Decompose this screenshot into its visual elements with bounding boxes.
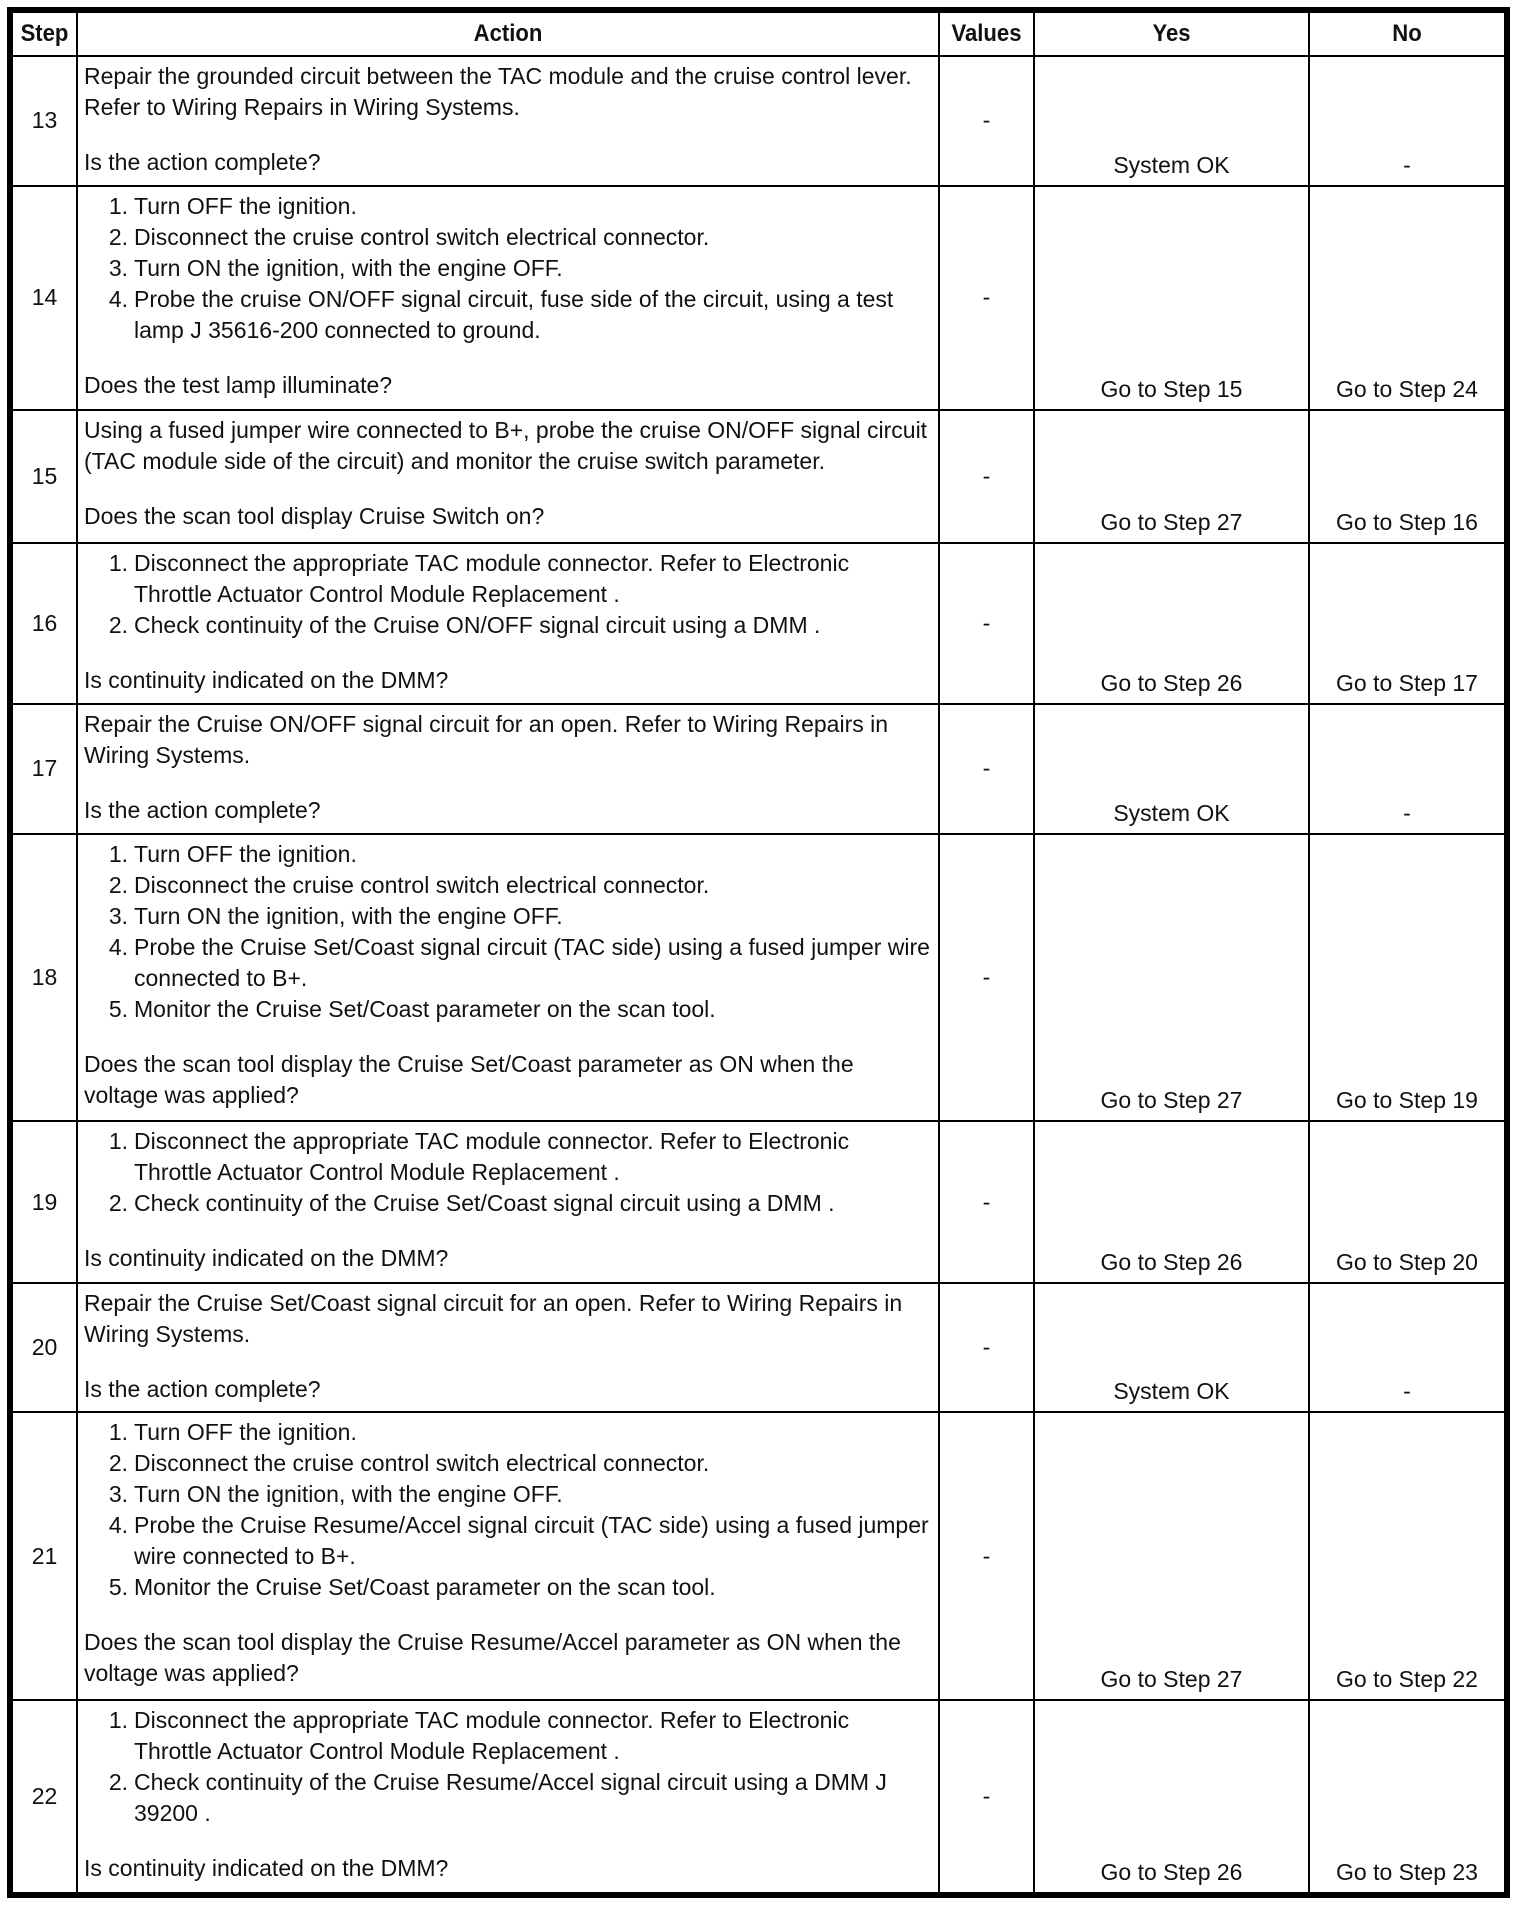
action-step-number: 4.: [108, 285, 128, 312]
action-question: Does the scan tool display the Cruise Set/Coast parameter as ON when the voltage was applied?: [84, 1050, 854, 1108]
action-cell: [77, 410, 939, 543]
action-step-text: Check continuity of the Cruise Set/Coast signal circuit using a DMM .: [134, 1190, 835, 1217]
action-step-item: [108, 222, 932, 253]
action-step-text: Check continuity of the Cruise ON/OFF signal circuit using a DMM .: [134, 611, 821, 638]
action-step-number: 1.: [108, 840, 128, 867]
action-cell: [77, 1283, 939, 1413]
spacer: [84, 1829, 932, 1853]
yes-outcome: Go to Step 15: [1034, 186, 1309, 411]
action-step-item: [108, 191, 932, 222]
action-step-number: 2.: [108, 1450, 128, 1477]
table-row: [12, 704, 1505, 834]
header-step: Step: [15, 12, 75, 56]
action-step-item: [108, 1767, 932, 1829]
action-step-text: Turn OFF the ignition.: [134, 840, 357, 867]
action-step-text: Probe the cruise ON/OFF signal circuit, fuse side of the circuit, using a test lamp J 35616-200 connected to ground.: [134, 285, 894, 343]
spacer: [84, 1350, 932, 1374]
action-steps-list: [84, 548, 932, 641]
values-cell: -: [939, 1121, 1034, 1282]
action-question: Is continuity indicated on the DMM?: [84, 1245, 449, 1272]
action-step-item: [108, 870, 932, 901]
yes-outcome: System OK: [1034, 704, 1309, 834]
action-intro: Repair the grounded circuit between the TAC module and the cruise control lever. Refer to Wiring Repairs in Wiring Systems.: [84, 63, 912, 120]
action-intro: Repair the Cruise Set/Coast signal circuit for an open. Refer to Wiring Repairs in Wiring Systems.: [84, 1289, 903, 1347]
action-question: Is continuity indicated on the DMM?: [84, 666, 449, 693]
no-outcome: Go to Step 19: [1309, 834, 1505, 1122]
action-step-item: [108, 1417, 932, 1448]
table-row: [12, 1121, 1505, 1282]
diagnostic-table-page: [7, 7, 1510, 1898]
spacer: [84, 771, 932, 795]
action-question: Does the test lamp illuminate?: [84, 371, 393, 398]
action-step-item: [108, 610, 932, 641]
action-step-number: 3.: [108, 254, 128, 281]
spacer: [84, 1603, 932, 1627]
action-step-number: 1.: [108, 192, 128, 219]
action-steps-list: [84, 1417, 932, 1603]
action-step-item: [108, 284, 932, 346]
no-outcome: Go to Step 17: [1309, 543, 1505, 704]
action-step-item: [108, 1479, 932, 1510]
action-step-number: 1.: [108, 1419, 128, 1446]
no-outcome: -: [1309, 56, 1505, 186]
action-step-number: 4.: [108, 1512, 128, 1539]
table-row: [12, 1700, 1505, 1893]
yes-outcome: Go to Step 26: [1034, 1700, 1309, 1893]
spacer: [84, 1025, 932, 1049]
action-step-item: [108, 1510, 932, 1572]
action-step-item: [108, 839, 932, 870]
action-cell: [77, 56, 939, 186]
action-step-text: Disconnect the appropriate TAC module connector. Refer to Electronic Throttle Actuator Control Module Replacement .: [134, 1128, 850, 1186]
spacer: [84, 477, 932, 501]
action-step-number: 1.: [108, 549, 128, 576]
step-number: 21: [12, 1412, 77, 1700]
action-cell: [77, 1121, 939, 1282]
no-outcome: Go to Step 16: [1309, 410, 1505, 543]
action-step-text: Disconnect the cruise control switch electrical connector.: [134, 223, 710, 250]
table-header-row: [12, 12, 1505, 56]
table-row: [12, 834, 1505, 1122]
action-step-text: Turn OFF the ignition.: [134, 1419, 357, 1446]
values-cell: -: [939, 186, 1034, 411]
spacer: [84, 641, 932, 665]
spacer: [84, 346, 932, 370]
values-cell: -: [939, 834, 1034, 1122]
action-cell: [77, 543, 939, 704]
action-step-text: Monitor the Cruise Set/Coast parameter on the scan tool.: [134, 995, 716, 1022]
header-action: Action: [111, 12, 904, 56]
spacer: [84, 123, 932, 147]
action-step-number: 3.: [108, 902, 128, 929]
action-step-text: Probe the Cruise Set/Coast signal circuit (TAC side) using a fused jumper wire connected to B+.: [134, 933, 930, 991]
action-step-number: 2.: [108, 1769, 128, 1796]
yes-outcome: System OK: [1034, 1283, 1309, 1413]
step-number: 22: [12, 1700, 77, 1893]
action-step-item: [108, 1188, 932, 1219]
action-step-number: 1.: [108, 1128, 128, 1155]
action-step-text: Turn ON the ignition, with the engine OFF.: [134, 902, 563, 929]
action-intro: Repair the Cruise ON/OFF signal circuit for an open. Refer to Wiring Repairs in Wiring Systems.: [84, 711, 889, 769]
action-steps-list: [84, 1126, 932, 1219]
yes-outcome: System OK: [1034, 56, 1309, 186]
action-step-number: 5.: [108, 995, 128, 1022]
action-cell: [77, 1412, 939, 1700]
values-cell: -: [939, 1283, 1034, 1413]
action-cell: [77, 186, 939, 411]
yes-outcome: Go to Step 26: [1034, 1121, 1309, 1282]
action-question: Is the action complete?: [84, 797, 321, 824]
action-step-item: [108, 548, 932, 610]
action-step-number: 2.: [108, 1190, 128, 1217]
yes-outcome: Go to Step 26: [1034, 543, 1309, 704]
action-step-text: Turn ON the ignition, with the engine OFF.: [134, 254, 563, 281]
values-cell: -: [939, 543, 1034, 704]
action-step-number: 5.: [108, 1574, 128, 1601]
action-step-item: [108, 253, 932, 284]
no-outcome: Go to Step 23: [1309, 1700, 1505, 1893]
action-step-text: Disconnect the appropriate TAC module connector. Refer to Electronic Throttle Actuator Control Module Replacement .: [134, 1707, 850, 1765]
action-cell: [77, 834, 939, 1122]
values-cell: -: [939, 410, 1034, 543]
header-yes: Yes: [1045, 12, 1298, 56]
action-step-item: [108, 1126, 932, 1188]
yes-outcome: Go to Step 27: [1034, 1412, 1309, 1700]
action-question: Does the scan tool display the Cruise Resume/Accel parameter as ON when the voltage was applied?: [84, 1629, 901, 1687]
action-question: Is continuity indicated on the DMM?: [84, 1855, 449, 1882]
action-step-number: 1.: [108, 1707, 128, 1734]
action-steps-list: [84, 839, 932, 1025]
table-row: [12, 1412, 1505, 1700]
step-number: 14: [12, 186, 77, 411]
action-step-number: 4.: [108, 933, 128, 960]
action-step-item: [108, 932, 932, 994]
action-step-item: [108, 994, 932, 1025]
action-steps-list: [84, 1705, 932, 1829]
table-row: [12, 1283, 1505, 1413]
no-outcome: Go to Step 24: [1309, 186, 1505, 411]
action-step-text: Disconnect the cruise control switch electrical connector.: [134, 871, 710, 898]
yes-outcome: Go to Step 27: [1034, 410, 1309, 543]
no-outcome: Go to Step 20: [1309, 1121, 1505, 1282]
action-cell: [77, 704, 939, 834]
action-step-number: 2.: [108, 223, 128, 250]
values-cell: -: [939, 1700, 1034, 1893]
table-row: [12, 186, 1505, 411]
diagnostic-steps-table: [11, 11, 1506, 1894]
table-row: [12, 56, 1505, 186]
action-intro: Using a fused jumper wire connected to B+, probe the cruise ON/OFF signal circuit (TAC module side of the circuit) and monitor the cruise switch parameter.: [84, 417, 928, 475]
values-cell: -: [939, 704, 1034, 834]
table-row: [12, 410, 1505, 543]
step-number: 13: [12, 56, 77, 186]
action-question: Is the action complete?: [84, 149, 321, 175]
action-question: Does the scan tool display Cruise Switch on?: [84, 503, 545, 530]
action-step-text: Turn OFF the ignition.: [134, 192, 357, 219]
step-number: 16: [12, 543, 77, 704]
action-step-item: [108, 901, 932, 932]
action-step-number: 2.: [108, 871, 128, 898]
action-steps-list: [84, 191, 932, 346]
step-number: 15: [12, 410, 77, 543]
step-number: 19: [12, 1121, 77, 1282]
action-step-text: Probe the Cruise Resume/Accel signal circuit (TAC side) using a fused jumper wire connected to B+.: [134, 1512, 929, 1570]
header-values: Values: [943, 12, 1030, 56]
table-row: [12, 543, 1505, 704]
action-cell: [77, 1700, 939, 1893]
action-step-text: Disconnect the cruise control switch electrical connector.: [134, 1450, 710, 1477]
action-step-number: 2.: [108, 611, 128, 638]
action-step-number: 3.: [108, 1481, 128, 1508]
action-step-item: [108, 1448, 932, 1479]
action-question: Is the action complete?: [84, 1375, 321, 1402]
action-step-text: Check continuity of the Cruise Resume/Accel signal circuit using a DMM J 39200 .: [134, 1769, 887, 1827]
no-outcome: -: [1309, 704, 1505, 834]
no-outcome: Go to Step 22: [1309, 1412, 1505, 1700]
values-cell: -: [939, 56, 1034, 186]
step-number: 17: [12, 704, 77, 834]
header-no: No: [1317, 12, 1497, 56]
action-step-item: [108, 1572, 932, 1603]
values-cell: -: [939, 1412, 1034, 1700]
action-step-text: Monitor the Cruise Set/Coast parameter on the scan tool.: [134, 1574, 716, 1601]
step-number: 18: [12, 834, 77, 1122]
action-step-text: Disconnect the appropriate TAC module connector. Refer to Electronic Throttle Actuator Control Module Replacement .: [134, 549, 850, 607]
yes-outcome: Go to Step 27: [1034, 834, 1309, 1122]
action-step-text: Turn ON the ignition, with the engine OFF.: [134, 1481, 563, 1508]
spacer: [84, 1219, 932, 1243]
action-step-item: [108, 1705, 932, 1767]
step-number: 20: [12, 1283, 77, 1413]
no-outcome: -: [1309, 1283, 1505, 1413]
